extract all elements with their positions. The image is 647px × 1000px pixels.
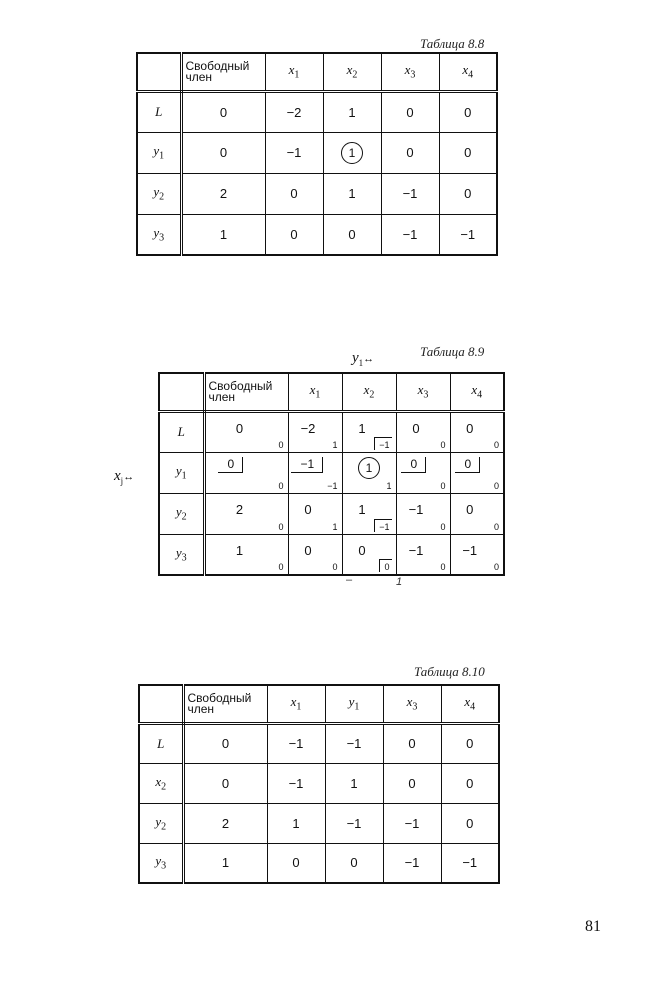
free-term-header: Свободный член	[204, 373, 288, 411]
table-row	[159, 493, 504, 534]
cell: 0	[267, 843, 325, 883]
cell: −1	[381, 214, 439, 255]
table-8-8	[136, 52, 498, 256]
cell: 1 −1	[342, 411, 396, 452]
cell: 0	[441, 723, 499, 763]
pivot-cell	[323, 132, 381, 173]
table-row	[137, 173, 497, 214]
double-arrow-icon: ↔	[123, 471, 135, 483]
header-row	[139, 685, 499, 723]
cell: 0 0	[396, 452, 450, 493]
row-label-y3: $y_3$	[159, 534, 204, 575]
table-8-8-caption: Таблица 8.8	[420, 36, 485, 51]
col-header-x3: $x_3$	[381, 53, 439, 91]
cell: 0	[183, 763, 267, 803]
cell: 0	[265, 214, 323, 255]
cell: 0 0	[450, 452, 504, 493]
table-row	[139, 803, 499, 843]
corner-cell	[159, 373, 204, 411]
col-header-x3: $x_3$	[383, 685, 441, 723]
table-row	[139, 763, 499, 803]
cell: 1	[323, 91, 381, 132]
cell: 0 0	[204, 452, 288, 493]
cell: 0	[383, 763, 441, 803]
cell: 0 0	[204, 411, 288, 452]
row-label-y3: $y_3$	[139, 843, 183, 883]
cell: −1 −1	[288, 452, 342, 493]
table-row	[137, 214, 497, 255]
header-row	[137, 53, 497, 91]
table-row	[139, 723, 499, 763]
cell: 0	[441, 763, 499, 803]
row-label-L: L	[139, 723, 183, 763]
cell: 0	[183, 723, 267, 763]
cell: −1 0	[396, 534, 450, 575]
cell: −1 0	[396, 493, 450, 534]
cell: 0	[181, 132, 265, 173]
cell: −1	[267, 723, 325, 763]
table-8-9	[158, 372, 505, 576]
cell: 0 0	[288, 534, 342, 575]
cell: 1	[323, 173, 381, 214]
cell: 0 0	[450, 411, 504, 452]
row-label-y1: $y_1$	[159, 452, 204, 493]
cell: −1	[439, 214, 497, 255]
cell: 0	[325, 843, 383, 883]
cell: 0	[439, 91, 497, 132]
cell: 0	[381, 91, 439, 132]
cell: 0	[381, 132, 439, 173]
row-marker-xj: $x_j\leftrightarrow$	[114, 468, 135, 486]
cell: −1	[381, 173, 439, 214]
row-label-L: L	[159, 411, 204, 452]
table-8-10-caption: Таблица 8.10	[414, 664, 485, 679]
cell: 0	[383, 723, 441, 763]
row-label-y1: $y_1$	[137, 132, 181, 173]
table-row	[159, 411, 504, 452]
cell: −1	[325, 723, 383, 763]
col-header-x2: $x_2$	[323, 53, 381, 91]
row-label-y3: $y_3$	[137, 214, 181, 255]
pivot-circle: 1	[341, 142, 363, 164]
pivot-circle: 1	[358, 457, 380, 479]
double-arrow-icon: ↔	[363, 353, 375, 365]
page-number: 81	[585, 918, 601, 935]
corner-cell	[137, 53, 181, 91]
row-label-y2: $y_2$	[159, 493, 204, 534]
stray-mark: –	[346, 574, 353, 586]
cell: −1	[383, 843, 441, 883]
pivot-cell: 1 1	[342, 452, 396, 493]
cell: 0 0	[342, 534, 396, 575]
corner-cell	[139, 685, 183, 723]
cell: 0	[323, 214, 381, 255]
cell: 1 0	[204, 534, 288, 575]
cell: −1	[325, 803, 383, 843]
cell: 1	[325, 763, 383, 803]
col-header-x3: $x_3$	[396, 373, 450, 411]
cell: 2 0	[204, 493, 288, 534]
cell: 0 1	[288, 493, 342, 534]
cell: −1	[265, 132, 323, 173]
cell: −2	[265, 91, 323, 132]
table-row	[159, 452, 504, 493]
header-row	[159, 373, 504, 411]
cell: 0	[265, 173, 323, 214]
column-marker-y1: $y_1\leftrightarrow$	[352, 350, 375, 368]
free-term-header: Свободный член	[183, 685, 267, 723]
row-label-y2: $y_2$	[137, 173, 181, 214]
table-8-10	[138, 684, 500, 884]
stray-mark: 1	[396, 576, 403, 588]
table-row	[159, 534, 504, 575]
table-row	[137, 91, 497, 132]
cell: −1	[441, 843, 499, 883]
col-header-x4: $x_4$	[441, 685, 499, 723]
cell: 2	[181, 173, 265, 214]
cell: 2	[183, 803, 267, 843]
cell: 0	[439, 173, 497, 214]
cell: 0 0	[396, 411, 450, 452]
cell: 0	[439, 132, 497, 173]
cell: 0	[181, 91, 265, 132]
col-header-x1: $x_1$	[288, 373, 342, 411]
row-label-y2: $y_2$	[139, 803, 183, 843]
cell: 1	[267, 803, 325, 843]
col-header-x4: $x_4$	[439, 53, 497, 91]
cell: 1 −1	[342, 493, 396, 534]
row-label-x2: $x_2$	[139, 763, 183, 803]
free-term-header: Свободный член	[181, 53, 265, 91]
row-label-L: L	[137, 91, 181, 132]
col-header-x4: $x_4$	[450, 373, 504, 411]
col-header-x2: $x_2$	[342, 373, 396, 411]
cell: 0 0	[450, 493, 504, 534]
cell: −1 0	[450, 534, 504, 575]
cell: −1	[267, 763, 325, 803]
col-header-x1: $x_1$	[265, 53, 323, 91]
col-header-y1: $y_1$	[325, 685, 383, 723]
table-8-9-caption: Таблица 8.9	[420, 344, 485, 359]
cell: 1	[181, 214, 265, 255]
table-row	[137, 132, 497, 173]
cell: 0	[441, 803, 499, 843]
cell: −2 1	[288, 411, 342, 452]
col-header-x1: $x_1$	[267, 685, 325, 723]
cell: −1	[383, 803, 441, 843]
table-row	[139, 843, 499, 883]
cell: 1	[183, 843, 267, 883]
